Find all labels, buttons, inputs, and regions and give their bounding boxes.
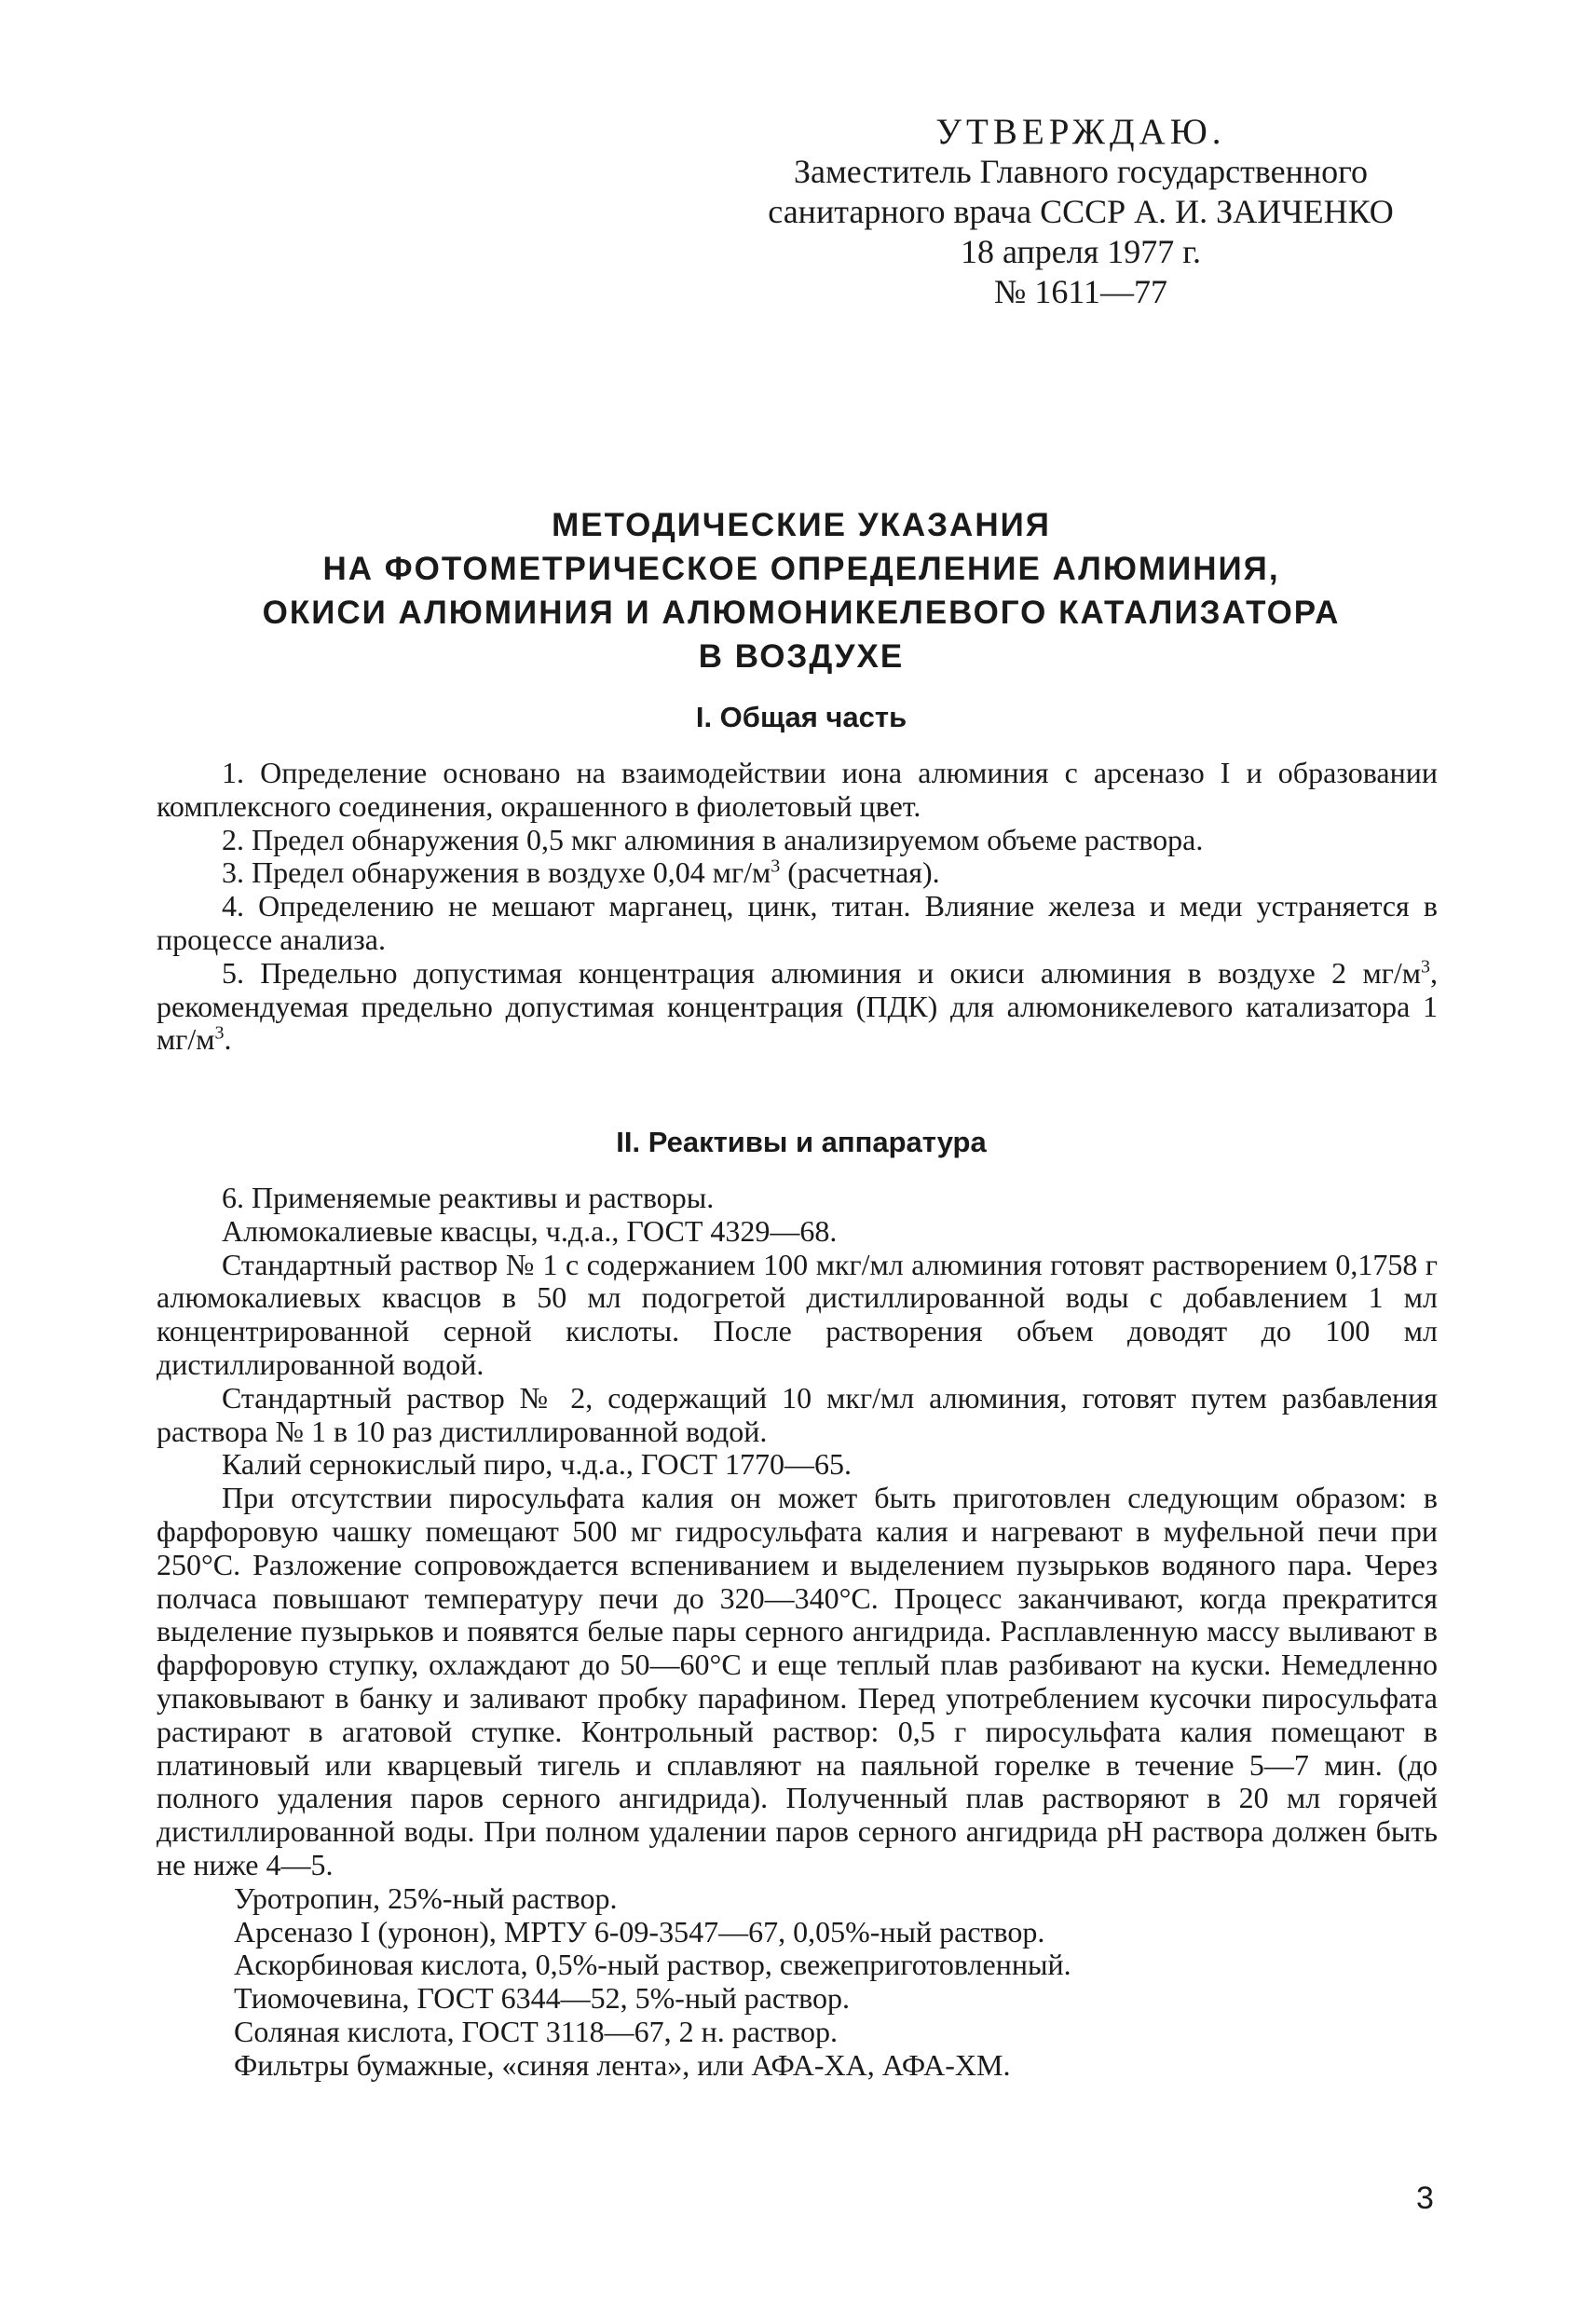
approval-block xyxy=(708,112,1453,312)
approval-signatory: санитарного врача СССР А. И. ЗАИЧЕНКО xyxy=(768,193,1394,230)
paragraph: 1. Определение основано на взаимодействии иона алюминия с арсеназо I и образовании комплексного соединения, окрашенного в фиолетовый цвет. xyxy=(157,756,1438,823)
document-title xyxy=(149,503,1453,678)
section-heading-general: I. Общая часть xyxy=(695,701,907,733)
paragraph: 4. Определению не мешают марганец, цинк, титан. Влияние железа и меди устраняется в процессе анализа. xyxy=(157,889,1438,956)
list-item: Аскорбиновая кислота, 0,5%-ный раствор, свежеприготовленный. xyxy=(234,1948,1071,1982)
paragraph: 6. Применяемые реактивы и растворы. xyxy=(222,1181,715,1214)
paragraph xyxy=(157,856,1438,890)
title-line: МЕТОДИЧЕСКИЕ УКАЗАНИЯ xyxy=(552,507,1051,543)
list-item: Арсеназо I (уронон), МРТУ 6-09-3547—67, 0,05%-ный раствор. xyxy=(234,1914,1045,1949)
text-run: , рекомендуемая предельно допустимая концентрация (ПДК) для алюмоникелевого катализатора 1 мг/м xyxy=(157,955,1438,1057)
paragraph: Стандартный раствор № 2, содержащий 10 мкг/мл алюминия, готовят путем разбавления раствора № 1 в 10 раз дистиллированной водой. xyxy=(157,1380,1438,1448)
paragraph: Калий сернокислый пиро, ч.д.а., ГОСТ 1770—65. xyxy=(222,1447,852,1482)
list-item: Фильтры бумажные, «синяя лента», или АФА-ХА, АФА-ХМ. xyxy=(234,2047,1011,2082)
text-run: (расчетная). xyxy=(780,855,940,890)
text-run: 5. Предельно допустимая концентрация алюминия и окиси алюминия в воздухе 2 мг/м xyxy=(222,955,1421,990)
section-reagents-body xyxy=(157,1182,1438,2083)
text-run: . xyxy=(224,1022,232,1057)
superscript: 3 xyxy=(1421,956,1430,978)
title-line: НА ФОТОМЕТРИЧЕСКОЕ ОПРЕДЕЛЕНИЕ АЛЮМИНИЯ, xyxy=(322,551,1280,587)
superscript: 3 xyxy=(214,1022,225,1044)
section-general-body xyxy=(157,757,1438,1057)
page-number: 3 xyxy=(1416,2181,1434,2216)
list-item: Соляная кислота, ГОСТ 3118—67, 2 н. раствор. xyxy=(234,2014,838,2048)
title-line: В ВОЗДУХЕ xyxy=(698,638,905,675)
approval-date: 18 апреля 1977 г. xyxy=(961,233,1201,270)
approval-heading: УТВЕРЖДАЮ. xyxy=(935,112,1226,152)
section-heading-reagents: II. Реактивы и аппаратура xyxy=(616,1126,987,1158)
paragraph: При отсутствии пиросульфата калия он может быть приготовлен следующим образом: в фарфоровую чашку помещают 500 мг гидросульфата калия и нагревают в муфельной печи при 250°С. Разложение сопровождается вспениванием и выделением пузырьков водяного пара. Через полчаса повышают температуру печи до 320—340°С. Процесс заканчивают, когда прекратится выделение пузырьков и появятся белые пары серного ангидрида. Расплавленную массу выливают в фарфоровую ступку, охлаждают до 50—60°С и еще теплый плав разбивают на куски. Немедленно упаковывают в банку и заливают пробку парафином. Перед употреблением кусочки пиросульфата растирают в агатовой ступке. Контрольный раствор: 0,5 г пиросульфата калия помещают в платиновый или кварцевый тигель и сплавляют на паяльной горелке в течение 5—7 мин. (до полного удаления паров серного ангидрида). Полученный плав растворяют в 20 мл горячей дистиллированной воды. При полном удалении паров серного ангидрида pH раствора должен быть не ниже 4—5. xyxy=(157,1481,1438,1881)
paragraph: 2. Предел обнаружения 0,5 мкг алюминия в анализируемом объеме раствора. xyxy=(222,822,1204,856)
superscript: 3 xyxy=(771,855,781,877)
list-item: Уротропин, 25%-ный раствор. xyxy=(234,1880,618,1915)
text-run: 3. Предел обнаружения в воздухе 0,04 мг/м xyxy=(222,855,771,890)
paragraph xyxy=(157,957,1438,1057)
title-line: ОКИСИ АЛЮМИНИЯ И АЛЮМОНИКЕЛЕВОГО КАТАЛИЗАТОРА xyxy=(262,595,1341,631)
list-item: Тиомочевина, ГОСТ 6344—52, 5%-ный раствор. xyxy=(234,1981,850,2016)
approval-position: Заместитель Главного государственного xyxy=(793,153,1369,190)
approval-number: № 1611—77 xyxy=(993,273,1167,310)
paragraph: Алюмокалиевые квасцы, ч.д.а., ГОСТ 4329—68. xyxy=(222,1213,838,1248)
paragraph: Стандартный раствор № 1 с содержанием 100 мкг/мл алюминия готовят растворением 0,1758 г алюмокалиевых квасцов в 50 мл подогретой дистиллированной воды с добавлением 1 мл концентрированной серной кислоты. После растворения объем доводят до 100 мл дистиллированной водой. xyxy=(157,1247,1438,1381)
